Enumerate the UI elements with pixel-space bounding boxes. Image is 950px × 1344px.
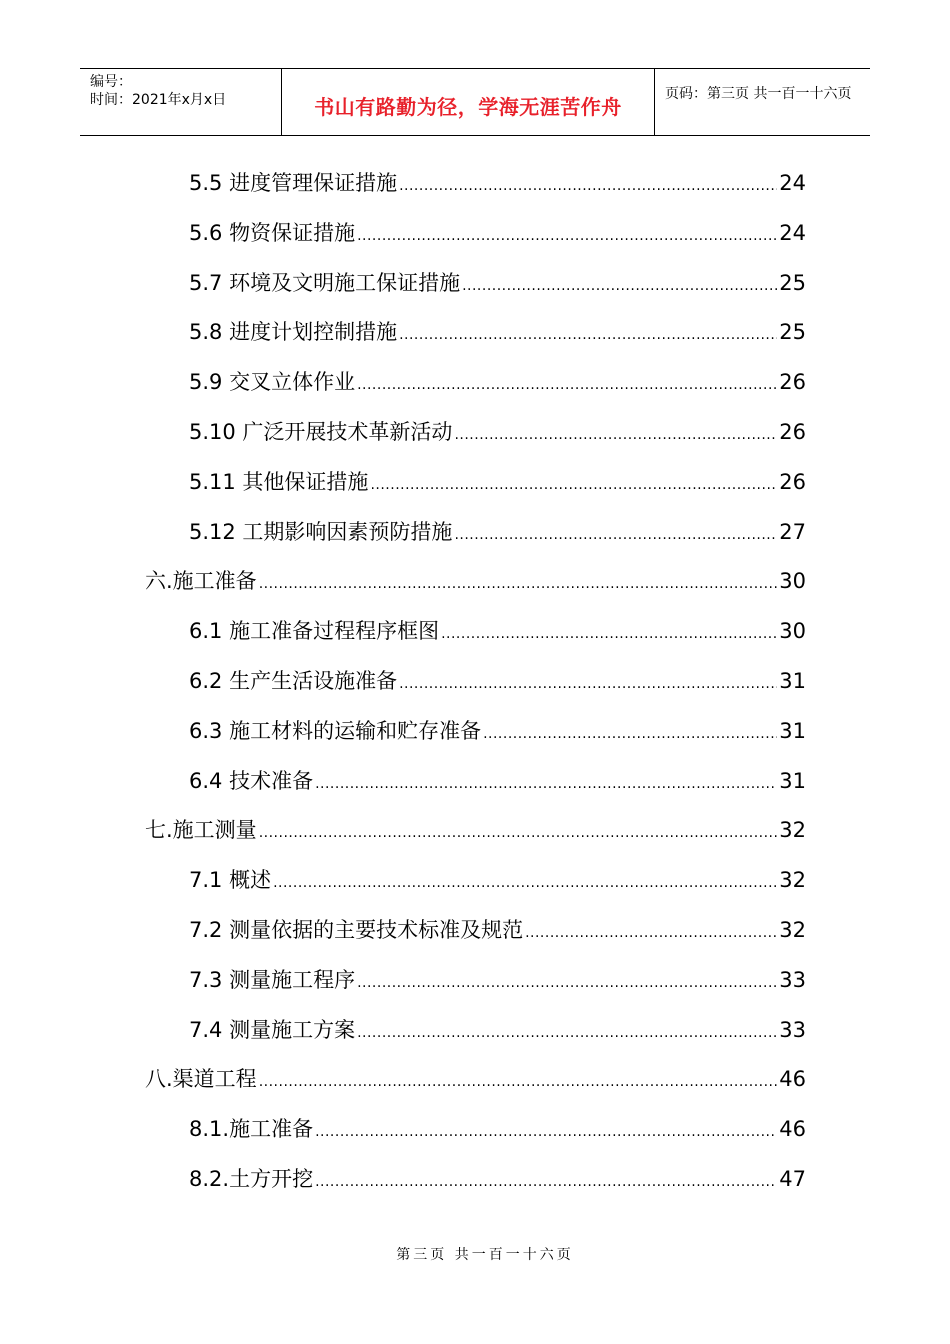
toc-dot-leader — [399, 171, 777, 201]
toc-entry-page: 26 — [779, 420, 806, 444]
toc-entry-page: 27 — [779, 519, 806, 544]
toc-entry-title: 7.2 测量依据的主要技术标准及规范 — [189, 918, 524, 942]
document-number-label: 编号： — [90, 74, 132, 90]
toc-entry-title: 7.4 测量施工方案 — [189, 1017, 356, 1042]
toc-entry-page: 30 — [779, 619, 806, 644]
toc-entry[interactable] — [145, 815, 806, 845]
header-meta — [80, 69, 282, 135]
toc-entry-page: 31 — [779, 669, 806, 693]
toc-entry[interactable] — [189, 865, 806, 895]
toc-dot-leader — [462, 271, 777, 301]
toc-entry-title: 5.5 进度管理保证措施 — [189, 171, 398, 195]
toc-entry-page: 31 — [779, 768, 806, 793]
header-page-info: 页码：第三页 共一百一十六页 — [665, 86, 852, 102]
toc-dot-leader — [441, 619, 777, 649]
toc-entry-title: 5.9 交叉立体作业 — [189, 370, 356, 395]
toc-dot-leader — [259, 569, 778, 599]
toc-entry-title: 5.6 物资保证措施 — [189, 220, 356, 245]
toc-dot-leader — [454, 520, 777, 550]
toc-entry-page: 33 — [779, 1017, 806, 1042]
toc-entry-title: 7.3 测量施工程序 — [189, 967, 356, 992]
toc-entry-title: 5.11 其他保证措施 — [189, 469, 369, 494]
toc-entry-page: 24 — [779, 220, 806, 245]
toc-dot-leader — [454, 420, 777, 450]
toc-entry-title: 5.8 进度计划控制措施 — [189, 320, 398, 345]
toc-entry-title: 六.施工准备 — [145, 569, 257, 594]
toc-dot-leader — [315, 1117, 777, 1147]
toc-entry[interactable] — [189, 766, 806, 796]
toc-entry-page: 46 — [779, 1067, 806, 1092]
toc-dot-leader — [315, 1167, 777, 1197]
toc-entry-title: 5.10 广泛开展技术革新活动 — [189, 420, 453, 444]
toc-dot-leader — [357, 1018, 777, 1048]
toc-entry-title: 八.渠道工程 — [145, 1067, 257, 1092]
toc-dot-leader — [525, 918, 777, 948]
toc-entry-title: 5.7 环境及文明施工保证措施 — [189, 270, 461, 295]
page-footer: 第三页 共一百一十六页 — [396, 1247, 574, 1263]
page-header — [80, 68, 870, 136]
toc-entry-page: 26 — [779, 370, 806, 395]
header-motto: 书山有路勤为径，学海无涯苦作舟 — [314, 94, 622, 119]
toc-entry[interactable] — [189, 716, 806, 746]
toc-entry[interactable] — [189, 965, 806, 995]
toc-entry-page: 30 — [779, 569, 806, 594]
toc-dot-leader — [483, 719, 777, 749]
toc-dot-leader — [357, 370, 777, 400]
toc-entry-title: 8.2.土方开挖 — [189, 1167, 314, 1191]
toc-entry[interactable] — [145, 1064, 806, 1094]
toc-dot-leader — [357, 968, 777, 998]
toc-entry-title: 6.2 生产生活设施准备 — [189, 669, 398, 693]
toc-dot-leader — [370, 470, 777, 500]
toc-entry-title: 6.4 技术准备 — [189, 768, 314, 793]
toc-entry[interactable] — [189, 218, 806, 248]
toc-entry-page: 31 — [779, 718, 806, 743]
toc-entry[interactable] — [189, 517, 806, 547]
toc-dot-leader — [399, 320, 777, 350]
toc-dot-leader — [315, 769, 777, 799]
toc-entry-title: 6.1 施工准备过程程序框图 — [189, 619, 440, 644]
toc-entry[interactable] — [189, 1114, 806, 1144]
toc-entry-title: 6.3 施工材料的运输和贮存准备 — [189, 718, 482, 743]
toc-entry[interactable] — [189, 616, 806, 646]
toc-entry[interactable] — [189, 915, 806, 945]
toc-dot-leader — [259, 818, 778, 848]
toc-entry-page: 24 — [779, 171, 806, 195]
toc-entry-page: 33 — [779, 967, 806, 992]
toc-dot-leader — [357, 221, 777, 251]
toc-entry[interactable] — [145, 566, 806, 596]
toc-entry-page: 26 — [779, 469, 806, 494]
toc-entry-page: 25 — [779, 320, 806, 345]
toc-entry-page: 32 — [779, 818, 806, 843]
toc-entry-title: 8.1.施工准备 — [189, 1117, 314, 1142]
toc-entry[interactable] — [189, 268, 806, 298]
toc-entry[interactable] — [189, 467, 806, 497]
toc-dot-leader — [399, 669, 777, 699]
toc-entry-page: 32 — [779, 868, 806, 893]
toc-entry[interactable] — [189, 367, 806, 397]
toc-dot-leader — [273, 868, 777, 898]
toc-entry-page: 46 — [779, 1117, 806, 1142]
toc-entry-page: 32 — [779, 918, 806, 942]
toc-entry-title: 7.1 概述 — [189, 868, 272, 893]
toc-entry[interactable] — [189, 317, 806, 347]
toc-entry-page: 47 — [779, 1167, 806, 1191]
toc-entry-title: 七.施工测量 — [145, 818, 257, 843]
header-motto-cell — [282, 69, 655, 135]
toc-dot-leader — [259, 1067, 778, 1097]
toc-entry[interactable] — [189, 1015, 806, 1045]
toc-entry-title: 5.12 工期影响因素预防措施 — [189, 519, 453, 544]
toc-entry[interactable] — [189, 666, 806, 696]
toc-entry[interactable] — [189, 168, 806, 198]
toc-entry[interactable] — [189, 417, 806, 447]
toc-entry-page: 25 — [779, 270, 806, 295]
document-date: 时间：2021年x月x日 — [90, 92, 227, 108]
toc-entry[interactable] — [189, 1164, 806, 1194]
